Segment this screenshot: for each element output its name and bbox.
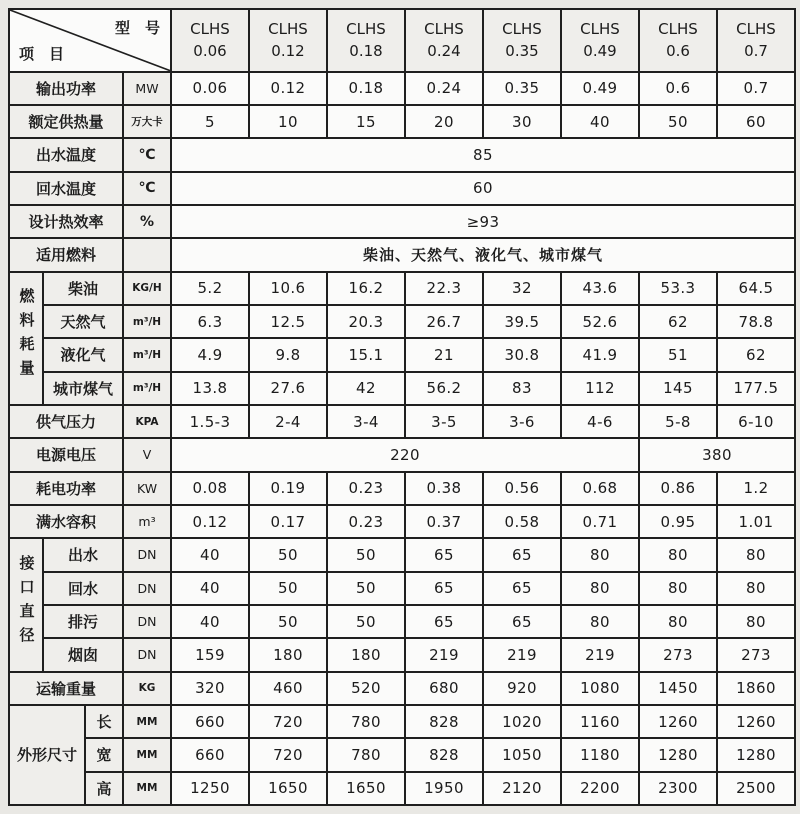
row-fuel-lpg [9, 338, 795, 371]
value-cell: 0.49 [561, 72, 639, 105]
value-cell: 62 [639, 305, 717, 338]
value-cell: 0.68 [561, 472, 639, 505]
row-dimension-height [9, 772, 795, 805]
row-label: 城市煤气 [43, 372, 123, 405]
header-row [9, 9, 795, 72]
model-number: 0.06 [193, 42, 227, 61]
merged-value-cell: 60 [171, 172, 795, 205]
value-cell: 660 [171, 705, 249, 738]
row-label: 长 [85, 705, 123, 738]
value-cell: 1650 [249, 772, 327, 805]
row-label: 额定供热量 [9, 105, 123, 138]
value-cell: 112 [561, 372, 639, 405]
value-cell: 520 [327, 672, 405, 705]
value-cell: 1180 [561, 738, 639, 771]
row-label: 适用燃料 [9, 238, 123, 271]
value-cell: 4.9 [171, 338, 249, 371]
row-fuel-city-gas [9, 372, 795, 405]
row-fuel-natural-gas [9, 305, 795, 338]
value-cell: 0.18 [327, 72, 405, 105]
row-return-temp [9, 172, 795, 205]
value-cell: 56.2 [405, 372, 483, 405]
row-label: 电源电压 [9, 438, 123, 471]
row-label: 出水温度 [9, 138, 123, 171]
row-thermal-efficiency [9, 205, 795, 238]
value-cell: 80 [717, 572, 795, 605]
row-label: 回水温度 [9, 172, 123, 205]
row-unit: m³/H [123, 372, 171, 405]
row-label: 运输重量 [9, 672, 123, 705]
value-cell: 50 [327, 538, 405, 571]
value-cell: 80 [717, 538, 795, 571]
row-unit: MM [123, 772, 171, 805]
model-prefix: CLHS [424, 19, 464, 38]
value-cell: 320 [171, 672, 249, 705]
value-cell: 0.38 [405, 472, 483, 505]
value-cell: 219 [483, 638, 561, 671]
merged-value-cell: ≥93 [171, 205, 795, 238]
value-cell: 65 [483, 605, 561, 638]
value-cell: 1.01 [717, 505, 795, 538]
value-cell: 51 [639, 338, 717, 371]
value-cell: 0.12 [249, 72, 327, 105]
value-cell: 0.19 [249, 472, 327, 505]
value-cell: 80 [639, 605, 717, 638]
value-cell: 0.06 [171, 72, 249, 105]
model-number: 0.6 [666, 42, 690, 61]
value-cell: 1450 [639, 672, 717, 705]
row-outlet-temp [9, 138, 795, 171]
value-cell: 273 [639, 638, 717, 671]
row-label: 烟囱 [43, 638, 123, 671]
value-cell: 660 [171, 738, 249, 771]
value-cell: 30 [483, 105, 561, 138]
value-cell: 65 [405, 572, 483, 605]
value-cell: 2-4 [249, 405, 327, 438]
model-number: 0.18 [349, 42, 383, 61]
value-cell: 80 [639, 572, 717, 605]
value-cell: 3-5 [405, 405, 483, 438]
value-cell: 0.7 [717, 72, 795, 105]
value-cell: 177.5 [717, 372, 795, 405]
model-header [405, 9, 483, 72]
row-gas-pressure [9, 405, 795, 438]
row-unit: % [123, 205, 171, 238]
row-power-consumption [9, 472, 795, 505]
value-cell: 0.86 [639, 472, 717, 505]
row-unit: ℃ [123, 138, 171, 171]
value-cell: 50 [249, 538, 327, 571]
value-cell: 83 [483, 372, 561, 405]
row-unit: MM [123, 705, 171, 738]
value-cell: 1250 [171, 772, 249, 805]
model-header [639, 9, 717, 72]
value-cell: 50 [639, 105, 717, 138]
row-unit: 万大卡 [123, 105, 171, 138]
model-number: 0.35 [505, 42, 539, 61]
row-unit: V [123, 438, 171, 471]
row-unit: m³/H [123, 305, 171, 338]
row-unit: ℃ [123, 172, 171, 205]
value-cell: 15 [327, 105, 405, 138]
value-cell: 2500 [717, 772, 795, 805]
row-label: 设计热效率 [9, 205, 123, 238]
model-number: 0.24 [427, 42, 461, 61]
value-cell: 40 [171, 605, 249, 638]
row-unit: DN [123, 572, 171, 605]
value-cell: 1080 [561, 672, 639, 705]
model-prefix: CLHS [658, 19, 698, 38]
row-label: 出水 [43, 538, 123, 571]
value-cell: 1280 [717, 738, 795, 771]
row-unit: MW [123, 72, 171, 105]
value-cell: 920 [483, 672, 561, 705]
merged-value-cell-380: 380 [639, 438, 795, 471]
merged-value-cell: 柴油、天然气、液化气、城市煤气 [171, 238, 795, 271]
value-cell: 60 [717, 105, 795, 138]
row-unit: KG/H [123, 272, 171, 305]
value-cell: 40 [561, 105, 639, 138]
value-cell: 5-8 [639, 405, 717, 438]
value-cell: 180 [249, 638, 327, 671]
value-cell: 65 [483, 572, 561, 605]
model-number: 0.12 [271, 42, 305, 61]
value-cell: 1.2 [717, 472, 795, 505]
value-cell: 12.5 [249, 305, 327, 338]
row-dimension-width [9, 738, 795, 771]
value-cell: 720 [249, 705, 327, 738]
row-label: 宽 [85, 738, 123, 771]
row-label: 满水容积 [9, 505, 123, 538]
merged-value-cell-220: 220 [171, 438, 639, 471]
model-prefix: CLHS [346, 19, 386, 38]
row-label: 排污 [43, 605, 123, 638]
value-cell: 1950 [405, 772, 483, 805]
value-cell: 62 [717, 338, 795, 371]
value-cell: 65 [483, 538, 561, 571]
value-cell: 6.3 [171, 305, 249, 338]
value-cell: 219 [405, 638, 483, 671]
corner-cell [9, 9, 171, 72]
value-cell: 1160 [561, 705, 639, 738]
row-label: 高 [85, 772, 123, 805]
value-cell: 0.71 [561, 505, 639, 538]
model-number: 0.49 [583, 42, 617, 61]
row-unit: KPA [123, 405, 171, 438]
value-cell: 10.6 [249, 272, 327, 305]
row-water-volume [9, 505, 795, 538]
value-cell: 780 [327, 738, 405, 771]
value-cell: 0.08 [171, 472, 249, 505]
row-output-power [9, 72, 795, 105]
row-fuel-diesel [9, 272, 795, 305]
value-cell: 0.23 [327, 472, 405, 505]
value-cell: 2200 [561, 772, 639, 805]
value-cell: 20.3 [327, 305, 405, 338]
row-port-outlet [9, 538, 795, 571]
value-cell: 15.1 [327, 338, 405, 371]
row-label: 输出功率 [9, 72, 123, 105]
value-cell: 65 [405, 605, 483, 638]
row-unit: DN [123, 638, 171, 671]
value-cell: 41.9 [561, 338, 639, 371]
value-cell: 0.6 [639, 72, 717, 105]
row-unit [123, 238, 171, 271]
value-cell: 828 [405, 705, 483, 738]
value-cell: 26.7 [405, 305, 483, 338]
value-cell: 0.58 [483, 505, 561, 538]
value-cell: 780 [327, 705, 405, 738]
value-cell: 80 [717, 605, 795, 638]
row-port-blowdown [9, 605, 795, 638]
row-label: 供气压力 [9, 405, 123, 438]
row-unit: KG [123, 672, 171, 705]
row-label: 液化气 [43, 338, 123, 371]
value-cell: 21 [405, 338, 483, 371]
value-cell: 65 [405, 538, 483, 571]
model-header [483, 9, 561, 72]
value-cell: 27.6 [249, 372, 327, 405]
value-cell: 1260 [717, 705, 795, 738]
row-label: 耗电功率 [9, 472, 123, 505]
row-unit: m³/H [123, 338, 171, 371]
model-number: 0.7 [744, 42, 768, 61]
value-cell: 64.5 [717, 272, 795, 305]
value-cell: 10 [249, 105, 327, 138]
value-cell: 16.2 [327, 272, 405, 305]
value-cell: 50 [327, 572, 405, 605]
model-prefix: CLHS [580, 19, 620, 38]
value-cell: 1860 [717, 672, 795, 705]
value-cell: 0.17 [249, 505, 327, 538]
value-cell: 1650 [327, 772, 405, 805]
value-cell: 1.5-3 [171, 405, 249, 438]
group-label-dimensions: 外形尺寸 [9, 705, 85, 805]
value-cell: 1050 [483, 738, 561, 771]
value-cell: 40 [171, 538, 249, 571]
model-prefix: CLHS [502, 19, 542, 38]
row-rated-heat [9, 105, 795, 138]
value-cell: 0.24 [405, 72, 483, 105]
value-cell: 50 [327, 605, 405, 638]
spec-table [8, 8, 796, 806]
value-cell: 30.8 [483, 338, 561, 371]
value-cell: 2300 [639, 772, 717, 805]
row-label: 柴油 [43, 272, 123, 305]
value-cell: 80 [561, 605, 639, 638]
model-header [171, 9, 249, 72]
row-transport-weight [9, 672, 795, 705]
value-cell: 4-6 [561, 405, 639, 438]
value-cell: 50 [249, 605, 327, 638]
value-cell: 680 [405, 672, 483, 705]
model-header [249, 9, 327, 72]
value-cell: 5.2 [171, 272, 249, 305]
value-cell: 720 [249, 738, 327, 771]
value-cell: 3-4 [327, 405, 405, 438]
value-cell: 828 [405, 738, 483, 771]
row-dimension-length [9, 705, 795, 738]
value-cell: 22.3 [405, 272, 483, 305]
value-cell: 145 [639, 372, 717, 405]
value-cell: 40 [171, 572, 249, 605]
corner-model-label: 型 号 [114, 19, 160, 37]
value-cell: 0.37 [405, 505, 483, 538]
corner-item-label: 项 目 [19, 44, 65, 63]
value-cell: 159 [171, 638, 249, 671]
value-cell: 13.8 [171, 372, 249, 405]
value-cell: 0.56 [483, 472, 561, 505]
value-cell: 180 [327, 638, 405, 671]
model-header [717, 9, 795, 72]
value-cell: 80 [561, 538, 639, 571]
value-cell: 42 [327, 372, 405, 405]
value-cell: 0.95 [639, 505, 717, 538]
value-cell: 78.8 [717, 305, 795, 338]
value-cell: 1260 [639, 705, 717, 738]
value-cell: 1280 [639, 738, 717, 771]
value-cell: 6-10 [717, 405, 795, 438]
model-prefix: CLHS [736, 19, 776, 38]
value-cell: 460 [249, 672, 327, 705]
row-port-return [9, 572, 795, 605]
row-port-chimney [9, 638, 795, 671]
value-cell: 0.23 [327, 505, 405, 538]
row-unit: DN [123, 538, 171, 571]
value-cell: 219 [561, 638, 639, 671]
value-cell: 50 [249, 572, 327, 605]
value-cell: 32 [483, 272, 561, 305]
value-cell: 43.6 [561, 272, 639, 305]
group-label-port-diameters: 接口直径 [9, 538, 43, 671]
row-unit: KW [123, 472, 171, 505]
value-cell: 1020 [483, 705, 561, 738]
group-label-fuel-consumption: 燃料耗量 [9, 272, 43, 405]
value-cell: 53.3 [639, 272, 717, 305]
row-unit: MM [123, 738, 171, 771]
row-supply-voltage [9, 438, 795, 471]
value-cell: 52.6 [561, 305, 639, 338]
model-header [561, 9, 639, 72]
merged-value-cell: 85 [171, 138, 795, 171]
value-cell: 5 [171, 105, 249, 138]
row-label: 天然气 [43, 305, 123, 338]
value-cell: 273 [717, 638, 795, 671]
model-header [327, 9, 405, 72]
model-prefix: CLHS [190, 19, 230, 38]
value-cell: 80 [639, 538, 717, 571]
value-cell: 2120 [483, 772, 561, 805]
value-cell: 39.5 [483, 305, 561, 338]
value-cell: 9.8 [249, 338, 327, 371]
value-cell: 0.35 [483, 72, 561, 105]
row-unit: DN [123, 605, 171, 638]
row-fuel-types [9, 238, 795, 271]
value-cell: 80 [561, 572, 639, 605]
row-label: 回水 [43, 572, 123, 605]
value-cell: 0.12 [171, 505, 249, 538]
value-cell: 20 [405, 105, 483, 138]
row-unit: m³ [123, 505, 171, 538]
value-cell: 3-6 [483, 405, 561, 438]
model-prefix: CLHS [268, 19, 308, 38]
